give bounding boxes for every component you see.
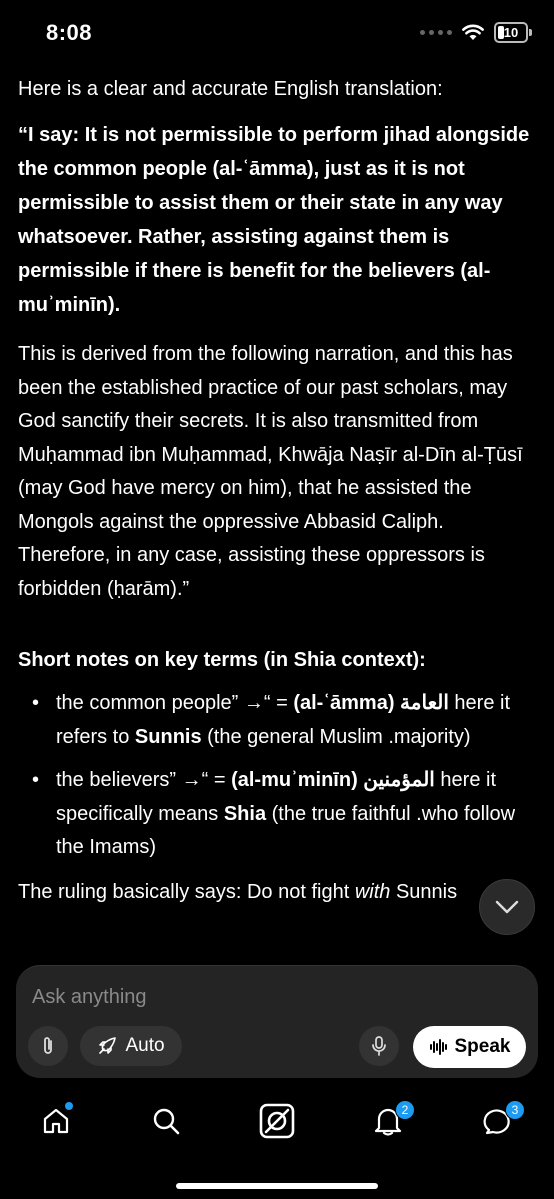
tab-messages[interactable] <box>473 1096 523 1146</box>
note-mid: here it refers to <box>56 692 511 748</box>
scroll-down-button[interactable] <box>479 879 535 935</box>
battery-level: 10 <box>503 25 519 40</box>
cellular-signal-icon <box>420 30 452 35</box>
notes-list <box>18 687 538 865</box>
tab-notifications[interactable] <box>363 1096 413 1146</box>
grok-icon <box>258 1102 296 1140</box>
list-item <box>18 764 538 865</box>
tab-home[interactable] <box>31 1096 81 1146</box>
ask-input[interactable] <box>32 986 512 1009</box>
summary-text <box>18 875 538 909</box>
note-highlight: Sunnis <box>134 725 202 748</box>
note-suffix: (the true faithful .who follow the Imams) <box>56 802 516 858</box>
summary-start: The ruling basically says: Do not fight <box>18 880 355 903</box>
speak-label: Speak <box>454 1036 511 1057</box>
messages-badge: 3 <box>505 1100 525 1120</box>
chevron-down-icon <box>495 900 519 914</box>
note-prefix: the believers” →“ = <box>56 769 232 791</box>
bullet: • <box>32 769 40 791</box>
note-term: (al-ʿāmma) العامة <box>293 692 449 714</box>
bottom-tab-bar <box>0 1088 554 1158</box>
status-bar <box>0 0 554 66</box>
auto-label: Auto <box>125 1035 165 1056</box>
speak-button[interactable] <box>413 1026 526 1068</box>
search-icon <box>151 1106 181 1136</box>
note-highlight: Shia <box>223 802 267 825</box>
translation-quote: “I say: It is not permissible to perform jihad alongside the common people (al-ʿāmma), just as it is not permissible to assist them or their state in any way whatsoever. Rather, assisting against them is permissible if there is benefit for the believers (al-muʾminīn). <box>18 124 530 316</box>
summary-emphasis: with <box>354 880 391 903</box>
bullet: • <box>32 692 40 714</box>
intro-text: Here is a clear and accurate English translation: <box>18 78 443 100</box>
note-suffix: (the general Muslim .majority) <box>201 725 471 748</box>
note-prefix: the common people” →“ = <box>56 692 294 714</box>
attach-button[interactable] <box>28 1026 68 1066</box>
microphone-icon <box>371 1036 387 1056</box>
wifi-icon <box>462 24 484 41</box>
home-notification-dot <box>65 1102 73 1110</box>
summary-end: Sunnis <box>390 880 458 903</box>
waveform-icon <box>429 1039 447 1055</box>
rocket-icon <box>97 1036 117 1056</box>
notifications-badge: 2 <box>395 1100 415 1120</box>
battery-icon <box>494 22 528 43</box>
tab-search[interactable] <box>141 1096 191 1146</box>
response-content <box>18 72 538 909</box>
translation-body: This is derived from the following narration, and this has been the established practice of our past scholars, may God sanctify their secrets. It is also transmitted from Muḥammad ibn Muḥammad, Khwāja Naṣīr al-Dīn al-Ṭūsī (may God have mercy on him), that he assisted the Mongols against the oppressive Abbasid Caliph. Therefore, in any case, assisting these oppressors is forbidden (ḥarām).” <box>18 343 523 600</box>
auto-mode-button[interactable] <box>80 1026 182 1066</box>
status-time: 8:08 <box>46 20 93 45</box>
note-mid: here it specifically means <box>56 769 497 825</box>
paperclip-icon <box>41 1035 55 1057</box>
tab-grok[interactable] <box>252 1096 302 1146</box>
list-item <box>18 687 538 754</box>
status-indicators <box>420 22 532 43</box>
note-term: (al-muʾminīn) المؤمنين <box>231 769 435 791</box>
composer <box>16 965 538 1078</box>
notes-heading: Short notes on key terms (in Shia context): <box>18 649 426 671</box>
home-indicator <box>176 1183 378 1189</box>
home-icon <box>41 1106 71 1136</box>
microphone-button[interactable] <box>359 1026 399 1066</box>
